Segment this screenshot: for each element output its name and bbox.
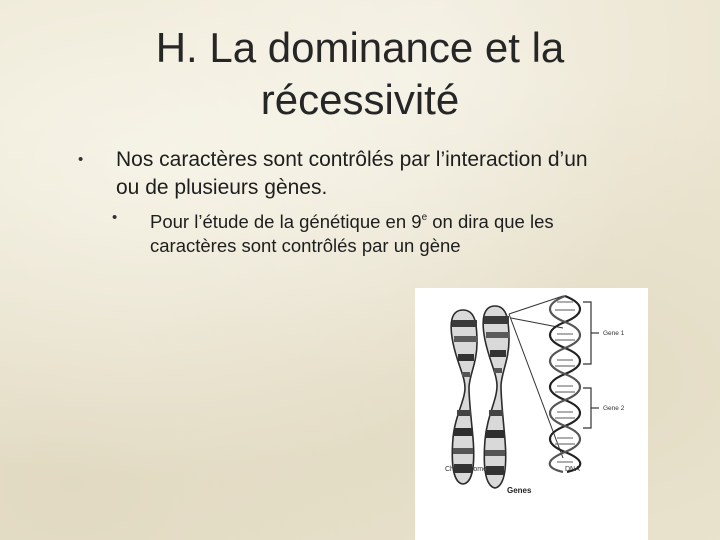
bullet-text-2-start: Pour l’étude de la génétique en 9	[150, 211, 422, 232]
bullet-item-1	[78, 146, 638, 202]
connector-lines	[509, 296, 563, 458]
bullet-icon: •	[78, 151, 84, 168]
title-line-1: H. La dominance et la	[155, 24, 565, 71]
chromosome-dna-diagram	[415, 288, 648, 540]
chromosome-dna-figure	[415, 288, 648, 540]
gene-1-label: Gene 1	[603, 330, 625, 337]
title-line-2: récessivité	[260, 76, 460, 123]
slide-title	[0, 22, 720, 126]
bullet-text-1: Nos caractères sont contrôlés par l’interaction d’un ou de plusieurs gènes.	[116, 148, 588, 199]
chromosome-label: Chromosome	[445, 466, 488, 473]
bullet-item-2	[112, 206, 672, 258]
bullet-text-2-end: on dira que les caractères sont contrôlés par un gène	[150, 211, 554, 256]
dna-label: DNA	[565, 466, 580, 473]
dna-helix	[550, 296, 581, 472]
gene-2-label: Gene 2	[603, 405, 625, 412]
bullet-icon: •	[112, 209, 118, 226]
figure-caption: Genes	[507, 486, 532, 495]
superscript-e: e	[421, 212, 428, 223]
gene-brackets	[583, 302, 599, 428]
bullet-text-2	[150, 206, 640, 258]
chromosome-illustration	[451, 306, 509, 488]
